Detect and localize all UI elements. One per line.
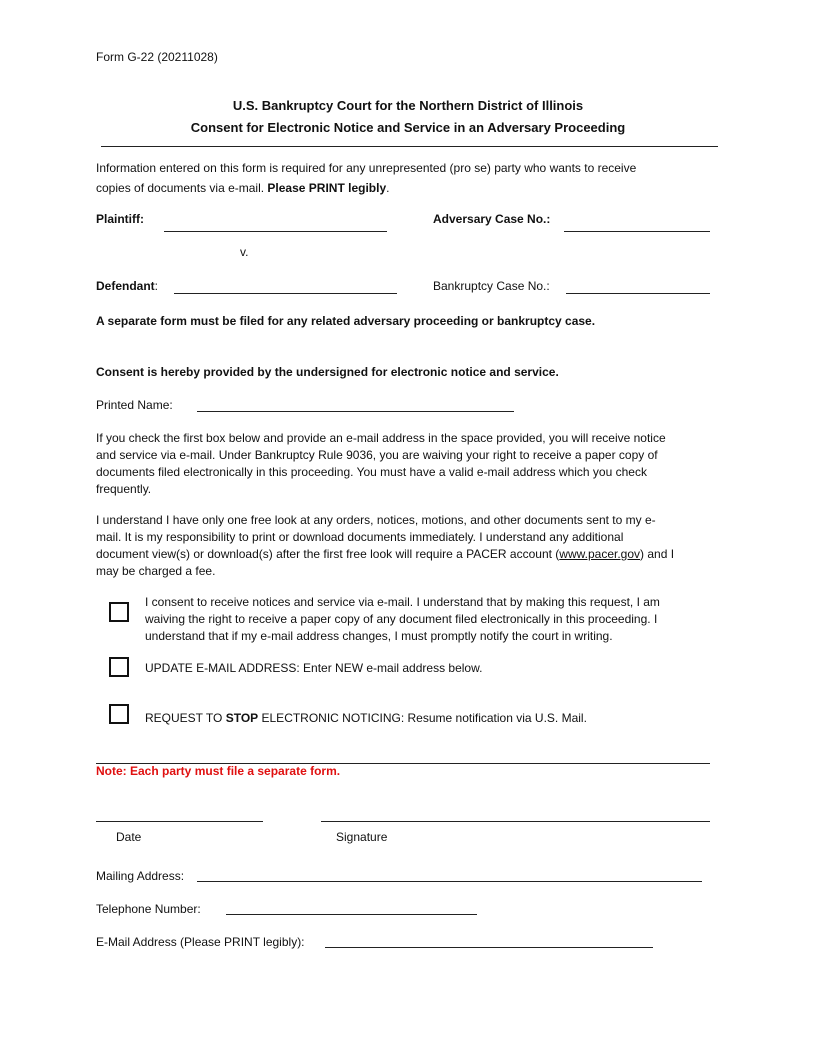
printed-name-field[interactable]: [197, 411, 514, 412]
form-id: Form G-22 (20211028): [96, 50, 218, 64]
consent-option-text: I consent to receive notices and service via e-mail. I understand that by making this request, I am waiving the right to receive a paper copy of any document filed electronically in this proceeding. I understand that if my e-mail address changes, I must promptly notify the court in writing.: [145, 595, 660, 643]
signature-field[interactable]: [321, 821, 710, 822]
note-text: Note: Each party must file a separate form.: [96, 764, 341, 778]
update-email-option-text: UPDATE E-MAIL ADDRESS: Enter NEW e-mail address below.: [145, 661, 483, 675]
mailing-address-label: Mailing Address:: [96, 869, 185, 883]
stop-noticing-option-text: REQUEST TO STOP ELECTRONIC NOTICING: Resume notification via U.S. Mail.: [145, 711, 587, 725]
paragraph-free-look: I understand I have only one free look at any orders, notices, motions, and other documents sent to my e- mail. It is my responsibility to print or download documents immediately. I understand any additional document view(s) or download(s) after the first free look will require a PACER account (www.pacer.gov) and I may be charged a fee.: [96, 513, 675, 578]
telephone-label: Telephone Number:: [96, 902, 201, 916]
update-email-checkbox[interactable]: [109, 657, 129, 677]
stop-noticing-checkbox[interactable]: [109, 704, 129, 724]
email-label: E-Mail Address (Please PRINT legibly):: [96, 935, 305, 949]
plaintiff-field[interactable]: [164, 231, 387, 232]
page-title: U.S. Bankruptcy Court for the Northern District of Illinois: [232, 98, 584, 113]
adversary-case-field[interactable]: [564, 231, 710, 232]
consent-statement: Consent is hereby provided by the undersigned for electronic notice and service.: [96, 365, 559, 379]
bankruptcy-case-label: Bankruptcy Case No.:: [433, 279, 550, 293]
adversary-case-label: Adversary Case No.:: [433, 212, 551, 226]
defendant-label: Defendant:: [96, 279, 159, 293]
plaintiff-label: Plaintiff:: [96, 212, 144, 226]
header-divider: [101, 146, 718, 147]
date-label: Date: [116, 830, 142, 844]
separate-form-notice: A separate form must be filed for any related adversary proceeding or bankruptcy case.: [96, 314, 596, 328]
paragraph-rule-9036: If you check the first box below and provide an e-mail address in the space provided, you will receive notice and service via e-mail. Under Bankruptcy Rule 9036, you are waiving your right to receive a paper copy of documents filed electronically in this proceeding. You must have a valid e-mail address which you check frequently.: [96, 431, 666, 496]
consent-checkbox[interactable]: [109, 602, 129, 622]
bankruptcy-case-field[interactable]: [566, 293, 710, 294]
printed-name-label: Printed Name:: [96, 398, 173, 412]
mailing-address-field[interactable]: [197, 881, 702, 882]
email-field[interactable]: [325, 947, 653, 948]
intro-text: Information entered on this form is required for any unrepresented (pro se) party who wants to receive copies of documents via e-mail. Please PRINT legibly.: [96, 161, 637, 195]
telephone-field[interactable]: [226, 914, 477, 915]
pacer-link[interactable]: www.pacer.gov: [559, 547, 641, 561]
date-field[interactable]: [96, 821, 263, 822]
signature-label: Signature: [336, 830, 388, 844]
defendant-field[interactable]: [174, 293, 397, 294]
versus-text: v.: [240, 245, 249, 259]
page-subtitle: Consent for Electronic Notice and Service in an Adversary Proceeding: [190, 120, 626, 135]
